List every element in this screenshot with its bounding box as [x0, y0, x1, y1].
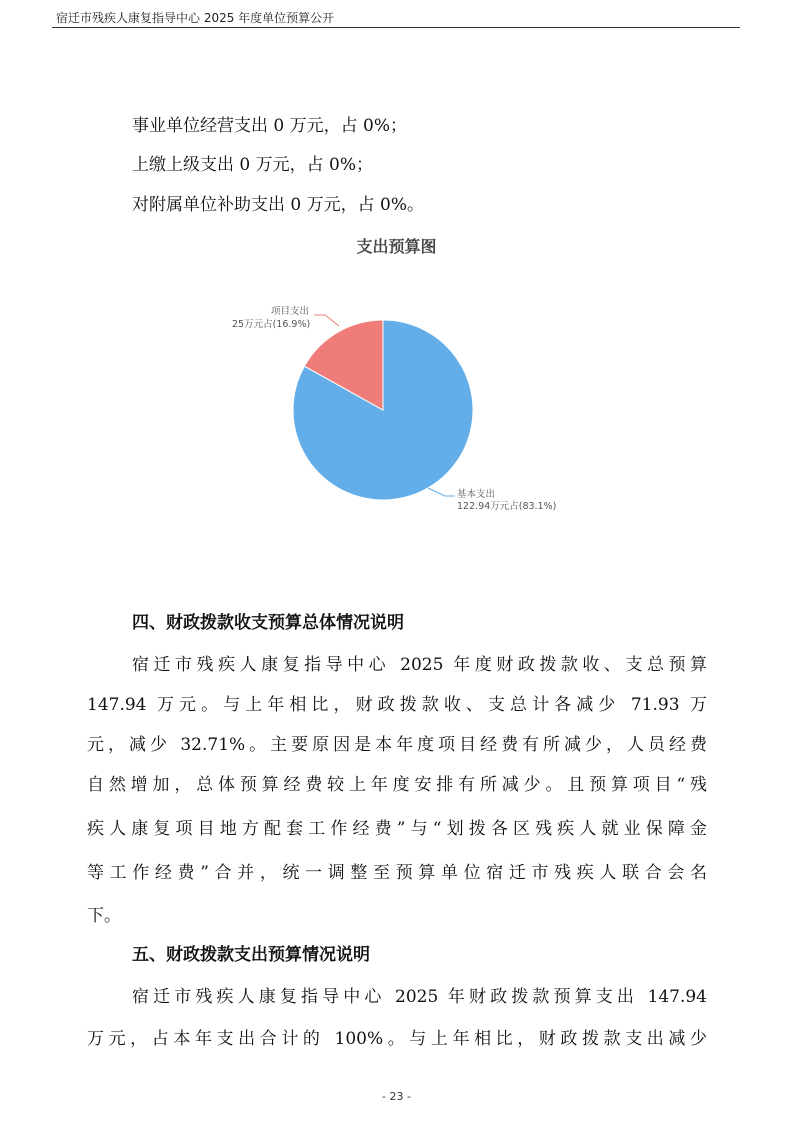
section4-heading: 四、财政拨款收支预算总体情况说明 [132, 613, 404, 633]
chart-title: 支出预算图 [356, 237, 437, 256]
intro-line-1: 事业单位经营支出 0 万元，占 0%； [132, 116, 407, 136]
expenditure-pie-chart [0, 0, 793, 560]
section4-line-4: 自然增加，总体预算经费较上年度安排有所减少。且预算项目“残 [87, 775, 707, 795]
section5-line-2: 万元，占本年支出合计的 100%。与上年相比，财政拨款支出减少 [87, 1029, 707, 1049]
project-label-leader-line [314, 315, 339, 326]
header-title: 宿迁市残疾人康复指导中心 2025 年度单位预算公开 [56, 11, 335, 25]
section4-line-2: 147.94 万元。与上年相比，财政拨款收、支总计各减少 71.93 万 [87, 695, 707, 715]
basic-slice-label-name: 基本支出 [457, 489, 496, 500]
section4-line-3: 元，减少 32.71%。主要原因是本年度项目经费有所减少，人员经费 [87, 735, 707, 755]
section4-line-7: 下。 [87, 906, 121, 926]
intro-line-3: 对附属单位补助支出 0 万元，占 0%。 [132, 195, 424, 215]
section4-line-6: 等工作经费”合并，统一调整至预算单位宿迁市残疾人联合会名 [87, 863, 707, 883]
section5-line-1: 宿迁市残疾人康复指导中心 2025 年财政拨款预算支出 147.94 [132, 987, 707, 1007]
project-slice-label-name: 项目支出 [271, 306, 310, 317]
basic-slice-label-value: 122.94万元占(83.1%) [457, 501, 557, 512]
page-number: - 23 - [382, 1090, 411, 1103]
section4-line-5: 疾人康复项目地方配套工作经费”与“划拨各区残疾人就业保障金 [87, 819, 707, 839]
section5-heading: 五、财政拨款支出预算情况说明 [132, 945, 370, 965]
basic-label-leader-line [428, 488, 455, 496]
project-slice-label-value: 25万元占(16.9%) [232, 319, 311, 330]
intro-line-2: 上缴上级支出 0 万元，占 0%； [132, 155, 373, 175]
section4-line-1: 宿迁市残疾人康复指导中心 2025 年度财政拨款收、支总预算 [132, 655, 707, 675]
